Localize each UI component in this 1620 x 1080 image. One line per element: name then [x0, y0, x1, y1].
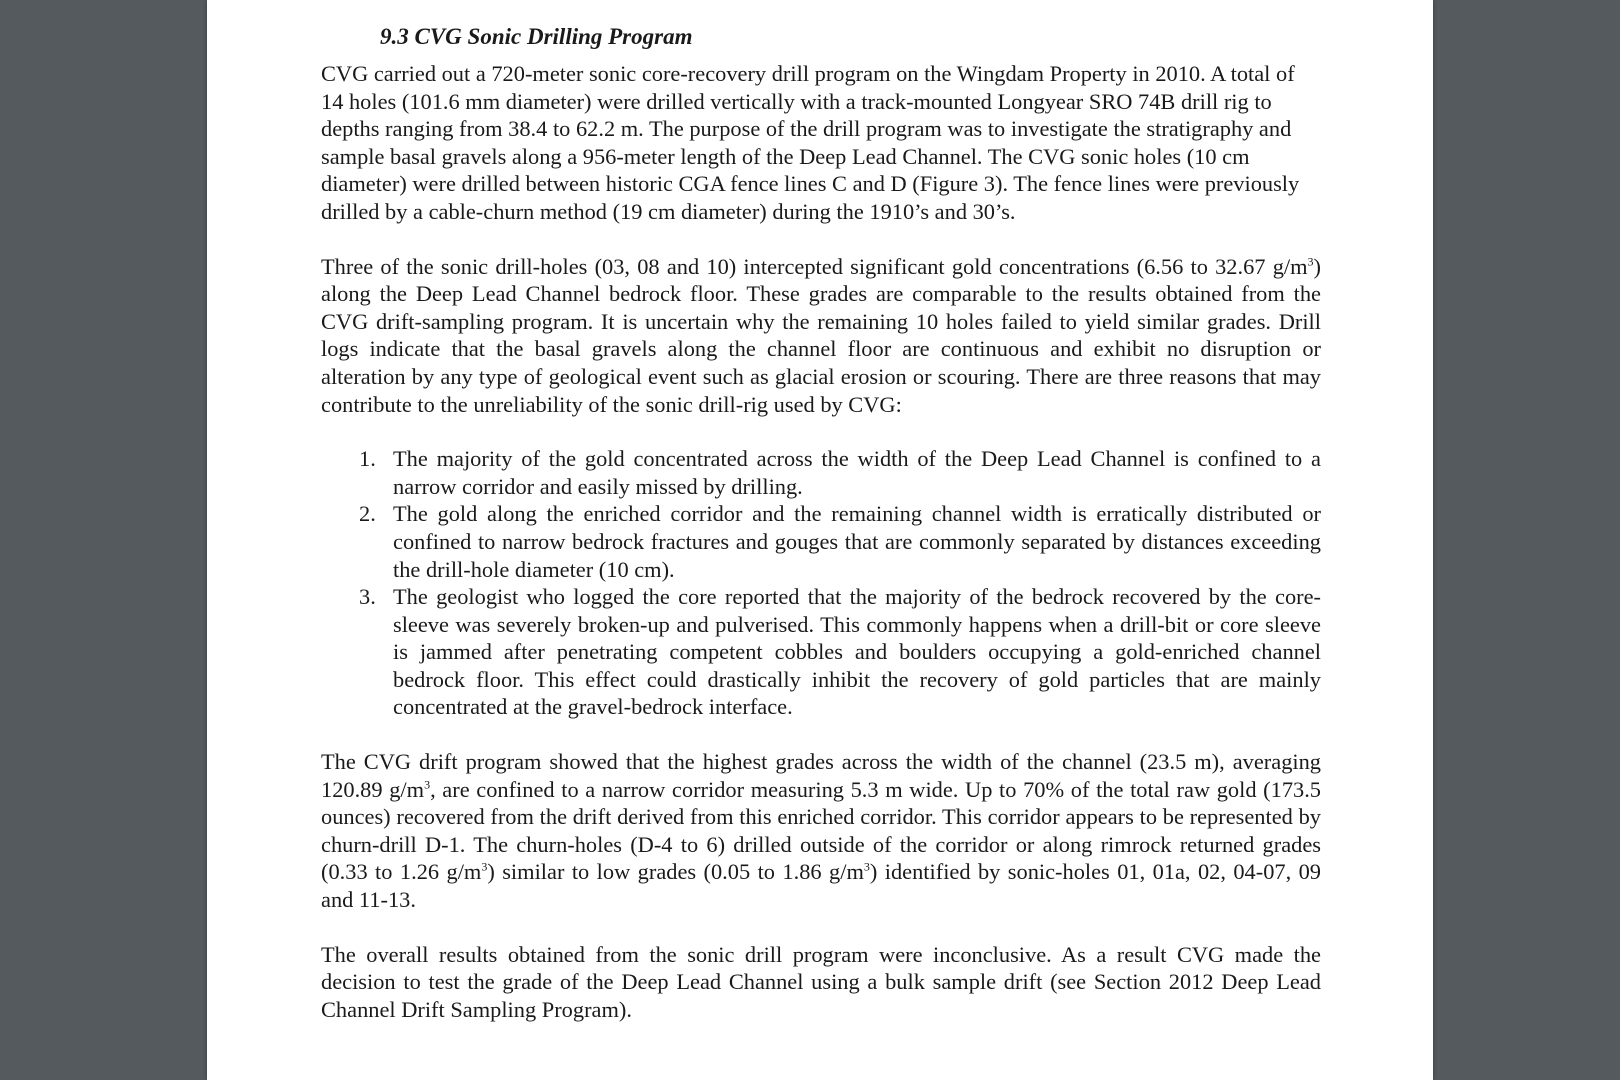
- superscript: 3: [863, 859, 870, 874]
- paragraph-3-text-b: , are confined to a narrow corridor measuring 5.3 m wide. Up to 70% of the total raw gold (173.5 ounces) recovered from the drift derived from this enriched corridor. This corridor appears to be represented by churn-drill D-1. The churn-holes (D-4 to 6) drilled outside of the corridor or along rimrock returned grades (0.33 to 1.26 g/m: [321, 776, 1322, 885]
- superscript: 3: [424, 777, 431, 792]
- reasons-list: [321, 445, 1321, 721]
- list-item: [321, 583, 1321, 721]
- superscript: 3: [481, 859, 488, 874]
- paragraph-3-text-a: The CVG drift program showed that the highest grades across the width of the channel (23.5 m), averaging 120.89 g/m: [321, 749, 1321, 802]
- paragraph-1: CVG carried out a 720-meter sonic core-recovery drill program on the Wingdam Property in 2010. A total of 14 holes (101.6 mm diameter) were drilled vertically with a track-mounted Longyear SRO 74B drill rig to depths ranging from 38.4 to 62.2 m. The purpose of the drill program was to investigate the stratigraphy and sample basal gravels along a 956-meter length of the Deep Lead Channel. The CVG sonic holes (10 cm diameter) were drilled between historic CGA fence lines C and D (Figure 3). The fence lines were previously drilled by a cable-churn method (19 cm diameter) during the 1910’s and 30’s.: [321, 61, 1300, 224]
- paragraph-2: [321, 253, 1321, 419]
- list-item: [321, 500, 1321, 583]
- superscript: 3: [1307, 254, 1314, 269]
- list-item-number: 1.: [359, 446, 376, 472]
- paragraph-4: The overall results obtained from the sonic drill program were inconclusive. As a result CVG made the decision to test the grade of the Deep Lead Channel using a bulk sample drift (see Section 2012 Deep Lead Channel Drift Sampling Program).: [321, 941, 1321, 1022]
- list-item-number: 2.: [359, 501, 376, 527]
- paragraph-2-text-b: ) along the Deep Lead Channel bedrock floor. These grades are comparable to the results obtained from the CVG drift-sampling program. It is uncertain why the remaining 10 holes failed to yield similar grades. Drill logs indicate that the basal gravels along the channel floor are continuous and exhibit no disruption or alteration by any type of geological event such as glacial erosion or scouring. There are three reasons that may contribute to the unreliability of the sonic drill-rig used by CVG:: [321, 253, 1321, 417]
- document-page: [207, 0, 1433, 1080]
- list-item-text: The geologist who logged the core reported that the majority of the bedrock recovered by the core-sleeve was severely broken-up and pulverised. This commonly happens when a drill-bit or core sleeve is jammed after penetrating competent cobbles and boulders occupying a gold-enriched channel bedrock floor. This effect could drastically inhibit the recovery of gold particles that are mainly concentrated at the gravel-bedrock interface.: [393, 584, 1321, 720]
- paragraph-3-text-d: ) identified by sonic-holes 01, 01a, 02, 04-07, 09 and 11-13.: [321, 859, 1322, 913]
- paragraph-2-text-a: Three of the sonic drill-holes (03, 08 and 10) intercepted significant gold concentrations (6.56 to 32.67 g/m: [321, 253, 1308, 279]
- list-item-text: The majority of the gold concentrated across the width of the Deep Lead Channel is confined to a narrow corridor and easily missed by drilling.: [393, 446, 1321, 499]
- paragraph-3: [321, 748, 1321, 914]
- section-title: 9.3 CVG Sonic Drilling Program: [380, 24, 693, 49]
- paragraph-3-text-c: ) similar to low grades (0.05 to 1.86 g/m: [487, 859, 864, 885]
- list-item-text: The gold along the enriched corridor and the remaining channel width is erratically distributed or confined to narrow bedrock fractures and gouges that are commonly separated by distances exceeding the drill-hole diameter (10 cm).: [393, 501, 1321, 582]
- list-item-number: 3.: [359, 584, 376, 610]
- list-item: [321, 445, 1321, 500]
- page-content: [321, 22, 1321, 1023]
